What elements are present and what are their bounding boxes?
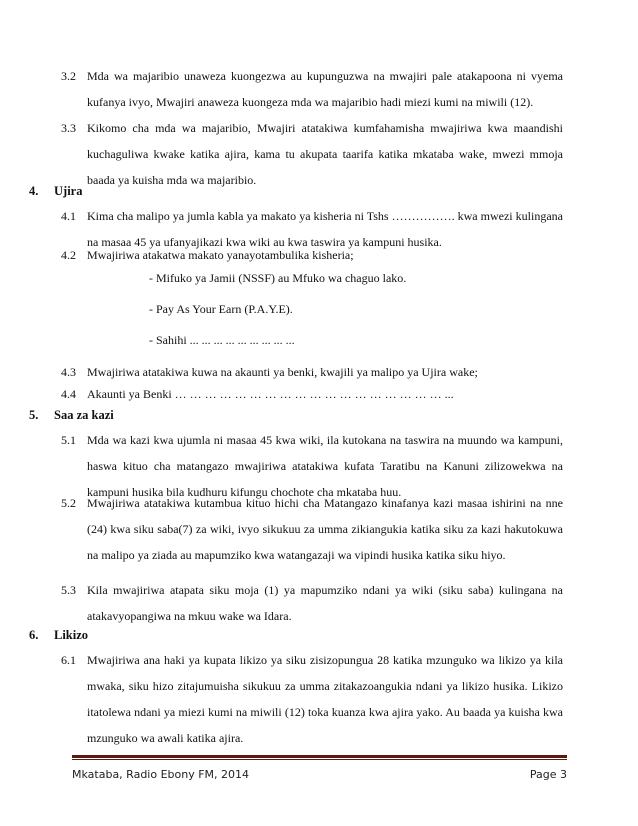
clause-text: Mwajiriwa atatakiwa kuwa na akaunti ya benki, kwajili ya malipo ya Ujira wake;: [87, 365, 478, 379]
clause-text: Kima cha malipo ya jumla kabla ya makato ya kisheria ni Tshs ……………. kwa mwezi kulingana na masaa 45 ya ufanyajikazi kwa wiki au kwa taswira ya kampuni husika.: [87, 209, 563, 249]
section-title: Saa za kazi: [54, 408, 114, 422]
clause-3-2: [61, 63, 563, 115]
clause-text: Akaunti ya Benki … … … … … … … … … … … … … … … … … … ...: [87, 387, 454, 401]
clause-6-1: [61, 647, 563, 751]
deduction-item: - Mifuko ya Jamii (NSSF) au Mfuko wa chaguo lako.: [149, 271, 407, 285]
section-title: Ujira: [54, 184, 83, 198]
section-number: 6.: [29, 628, 39, 642]
clause-4-4: [61, 381, 563, 407]
clause-3-3: [61, 115, 563, 193]
clause-number: 5.1: [61, 433, 76, 447]
clause-number: 5.2: [61, 496, 76, 510]
section-heading-likizo: [29, 625, 88, 645]
clause-number: 3.2: [61, 69, 76, 83]
clause-number: 3.3: [61, 121, 76, 135]
clause-number: 4.1: [61, 209, 76, 223]
clause-text: Kikomo cha mda wa majaribio, Mwajiri atatakiwa kumfahamisha mwajiriwa kwa maandishi kuchaguliwa kwake katika ajira, kama tu akupata taarifa katika mkataba wake, mwezi mmoja baada ya kuisha mda wa majaribio.: [87, 121, 563, 187]
clause-text: Mwajiriwa atakatwa makato yanayotambulika kisheria;: [87, 248, 354, 262]
clause-text: Mwajiriwa atatakiwa kutambua kituo hichi cha Matangazo kinafanya kazi masaa ishirini na nne (24) kwa siku saba(7) za wiki, ivyo sikukuu za umma zikiangukia katika siku za kazi hakutokuwa na malipo ya ziada au mapumziko kwa watangazaji wa vipindi husika katika siku hiyo.: [87, 496, 563, 562]
section-heading-saa-za-kazi: [29, 405, 114, 425]
section-number: 5.: [29, 408, 39, 422]
footer-rule-thin: [72, 759, 567, 760]
section-number: 4.: [29, 184, 39, 198]
clause-text: Mda wa majaribio unaweza kuongezwa au kupunguzwa na mwajiri pale atakapoona ni vyema kufanya ivyo, Mwajiri anaweza kuongeza mda wa majaribio hadi miezi kumi na miwili (12).: [87, 69, 563, 109]
section-heading-ujira: [29, 181, 82, 201]
clause-text: Mwajiriwa ana haki ya kupata likizo ya siku zisizopungua 28 katika mzunguko wa likizo ya kila mwaka, siku hizo zitajumuisha sikukuu za umma zitakazoangukia ndani ya likizo husika. Likizo itatolewa ndani ya miezi kumi na miwili (12) toka kuanza kwa ajira yako. Au baada ya kuisha kwa mzunguko wa awali katika ajira.: [87, 653, 563, 745]
footer-left: Mkataba, Radio Ebony FM, 2014: [72, 768, 250, 781]
section-title: Likizo: [54, 628, 89, 642]
clause-number: 6.1: [61, 653, 76, 667]
deduction-item: - Pay As Your Earn (P.A.Y.E).: [149, 302, 293, 316]
clause-4-2: [61, 242, 563, 268]
page-number: Page 3: [529, 768, 567, 781]
clause-text: Kila mwajiriwa atapata siku moja (1) ya mapumziko ndani ya wiki (siku saba) kulingana na atakavyopangiwa na mkuu wake wa Idara.: [87, 583, 563, 623]
clause-text: Mda wa kazi kwa ujumla ni masaa 45 kwa wiki, ila kutokana na taswira na muundo wa kampuni, haswa kituo cha matangazo mwajiriwa atatakiwa kufata Taratibu na Kanuni zilizowekwa na kampuni husika bila kudhuru kifungu chochote cha mkataba huu.: [87, 433, 563, 499]
clause-number: 4.4: [61, 387, 76, 401]
clause-number: 4.3: [61, 365, 76, 379]
clause-5-3: [61, 577, 563, 629]
clause-number: 4.2: [61, 248, 76, 262]
deduction-item: - Sahihi ... ... ... ... ... ... ... ... ...: [149, 333, 295, 347]
clause-5-2: [61, 490, 563, 568]
clause-number: 5.3: [61, 583, 76, 597]
footer-rule-thick: [72, 755, 567, 758]
